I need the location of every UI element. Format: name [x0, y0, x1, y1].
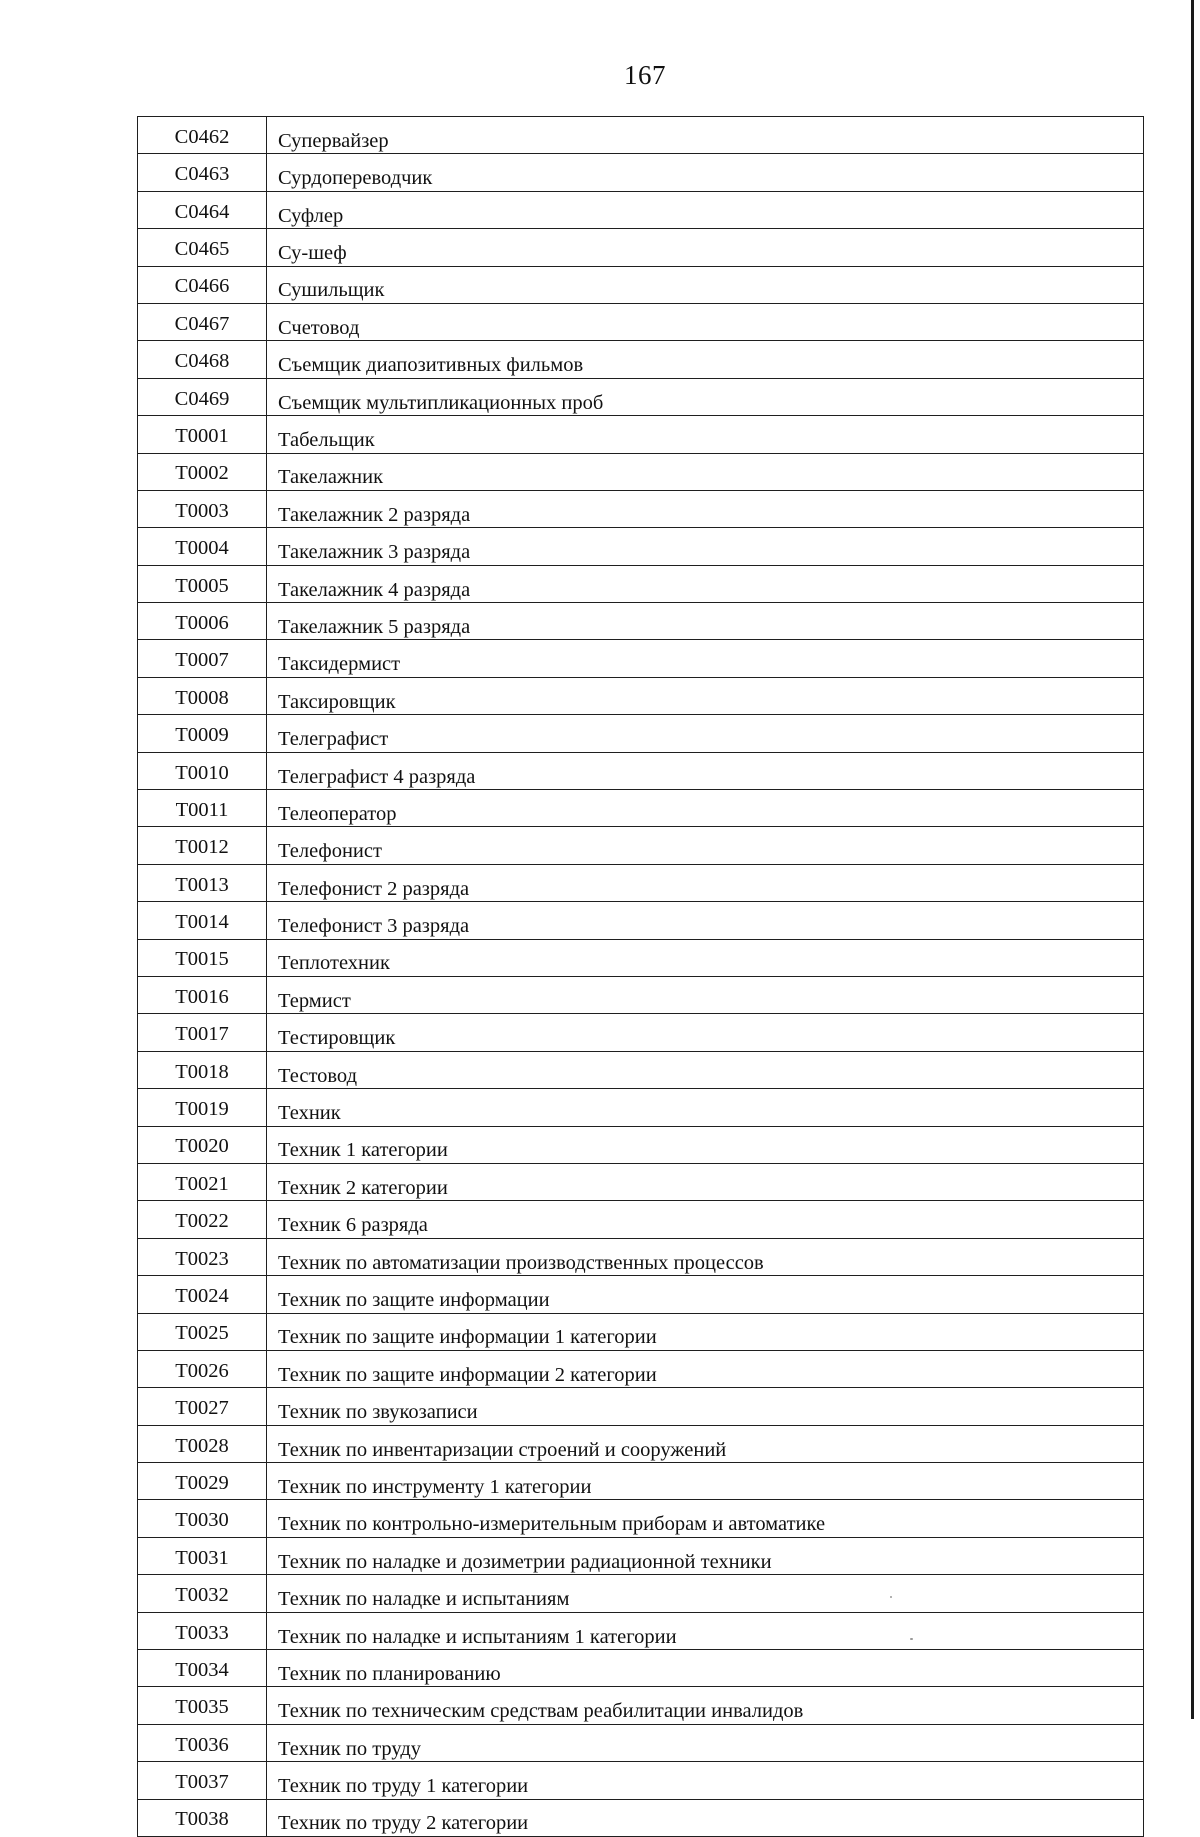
occupation-name-cell: Счетовод [267, 303, 1144, 340]
table-row [138, 1799, 1144, 1836]
occupation-name-cell: Съемщик мультипликационных проб [267, 378, 1144, 415]
table-row [138, 1612, 1144, 1649]
table-row [138, 976, 1144, 1013]
occupation-name-cell: Техник по труду [267, 1724, 1144, 1761]
table-row [138, 1388, 1144, 1425]
occupation-name-cell: Техник по инвентаризации строений и сооружений [267, 1425, 1144, 1462]
occupation-name-cell: Теплотехник [267, 939, 1144, 976]
table-row [138, 677, 1144, 714]
occupation-code-cell: T0016 [138, 976, 267, 1013]
table-row [138, 490, 1144, 527]
occupation-name-cell: Техник по звукозаписи [267, 1388, 1144, 1425]
page-number: 167 [624, 60, 666, 90]
occupation-code-cell: T0032 [138, 1575, 267, 1612]
occupation-code-cell: T0015 [138, 939, 267, 976]
occupation-name-cell: Техник 1 категории [267, 1126, 1144, 1163]
table-row [138, 752, 1144, 789]
occupation-code-cell: T0009 [138, 715, 267, 752]
occupation-name-cell: Такелажник 3 разряда [267, 528, 1144, 565]
table-row [138, 715, 1144, 752]
occupation-code-cell: C0469 [138, 378, 267, 415]
table-row [138, 790, 1144, 827]
occupation-code-cell: T0014 [138, 902, 267, 939]
table-row [138, 1762, 1144, 1799]
occupation-name-cell: Табельщик [267, 416, 1144, 453]
occupation-code-cell: T0034 [138, 1650, 267, 1687]
scan-speck [910, 1638, 913, 1640]
occupation-name-cell: Техник по защите информации 1 категории [267, 1313, 1144, 1350]
occupation-code-cell: T0035 [138, 1687, 267, 1724]
table-row [138, 341, 1144, 378]
table-row [138, 154, 1144, 191]
table-row [138, 1537, 1144, 1574]
occupation-name-cell: Техник [267, 1089, 1144, 1126]
occupation-code-cell: C0466 [138, 266, 267, 303]
occupation-name-cell: Суфлер [267, 191, 1144, 228]
table-row [138, 191, 1144, 228]
occupation-code-cell: T0023 [138, 1238, 267, 1275]
table-row [138, 939, 1144, 976]
occupation-code-cell: T0004 [138, 528, 267, 565]
occupation-code-cell: T0019 [138, 1089, 267, 1126]
table-row [138, 416, 1144, 453]
occupation-code-cell: T0027 [138, 1388, 267, 1425]
occupation-name-cell: Сушильщик [267, 266, 1144, 303]
table-row [138, 1089, 1144, 1126]
occupation-name-cell: Техник по защите информации [267, 1276, 1144, 1313]
occupation-name-cell: Термист [267, 976, 1144, 1013]
occupation-name-cell: Техник 6 разряда [267, 1201, 1144, 1238]
occupation-code-cell: T0033 [138, 1612, 267, 1649]
occupation-name-cell: Техник по наладке и испытаниям 1 категории [267, 1612, 1144, 1649]
table-row [138, 1014, 1144, 1051]
occupation-name-cell: Телефонист 2 разряда [267, 864, 1144, 901]
occupation-code-cell: T0021 [138, 1163, 267, 1200]
occupation-code-cell: T0010 [138, 752, 267, 789]
occupation-name-cell: Телефонист [267, 827, 1144, 864]
occupation-code-cell: T0017 [138, 1014, 267, 1051]
occupation-name-cell: Техник по наладке и испытаниям [267, 1575, 1144, 1612]
occupation-name-cell: Супервайзер [267, 117, 1144, 154]
occupation-code-cell: T0037 [138, 1762, 267, 1799]
occupation-code-cell: T0005 [138, 565, 267, 602]
table-row [138, 1350, 1144, 1387]
table-row [138, 378, 1144, 415]
occupation-code-cell: T0011 [138, 790, 267, 827]
occupation-code-cell: T0001 [138, 416, 267, 453]
occupation-code-cell: T0002 [138, 453, 267, 490]
occupation-name-cell: Техник по техническим средствам реабилитации инвалидов [267, 1687, 1144, 1724]
occupation-name-cell: Сурдопереводчик [267, 154, 1144, 191]
table-row [138, 827, 1144, 864]
occupation-code-cell: C0463 [138, 154, 267, 191]
table-row [138, 453, 1144, 490]
occupation-name-cell: Техник по труду 1 категории [267, 1762, 1144, 1799]
scan-speck [890, 1596, 892, 1598]
table-row [138, 1575, 1144, 1612]
occupation-code-cell: C0465 [138, 229, 267, 266]
occupation-code-cell: C0464 [138, 191, 267, 228]
table-row [138, 902, 1144, 939]
occupation-code-cell: C0462 [138, 117, 267, 154]
occupation-name-cell: Техник по наладке и дозиметрии радиационной техники [267, 1537, 1144, 1574]
table-row [138, 864, 1144, 901]
occupation-name-cell: Такелажник 4 разряда [267, 565, 1144, 602]
occupation-code-cell: T0038 [138, 1799, 267, 1836]
table-row [138, 1163, 1144, 1200]
occupation-name-cell: Техник по контрольно-измерительным приборам и автоматике [267, 1500, 1144, 1537]
occupation-name-cell: Такелажник 2 разряда [267, 490, 1144, 527]
table-row [138, 266, 1144, 303]
table-row [138, 1276, 1144, 1313]
occupation-name-cell: Телеграфист [267, 715, 1144, 752]
table-row [138, 1313, 1144, 1350]
table-row [138, 1126, 1144, 1163]
occupation-code-cell: T0030 [138, 1500, 267, 1537]
table-row [138, 303, 1144, 340]
table-row [138, 565, 1144, 602]
table-row [138, 229, 1144, 266]
occupation-name-cell: Су-шеф [267, 229, 1144, 266]
occupation-name-cell: Техник по автоматизации производственных процессов [267, 1238, 1144, 1275]
occupation-name-cell: Техник по защите информации 2 категории [267, 1350, 1144, 1387]
occupation-code-cell: T0026 [138, 1350, 267, 1387]
table-row [138, 603, 1144, 640]
scan-edge-line [1191, 0, 1194, 1719]
table-row [138, 1650, 1144, 1687]
occupation-table [137, 116, 1144, 1837]
occupation-code-cell: T0025 [138, 1313, 267, 1350]
occupation-name-cell: Техник по планированию [267, 1650, 1144, 1687]
occupation-code-cell: C0467 [138, 303, 267, 340]
occupation-name-cell: Телефонист 3 разряда [267, 902, 1144, 939]
occupation-code-cell: T0003 [138, 490, 267, 527]
occupation-name-cell: Телеграфист 4 разряда [267, 752, 1144, 789]
occupation-code-cell: T0036 [138, 1724, 267, 1761]
occupation-name-cell: Техник по труду 2 категории [267, 1799, 1144, 1836]
occupation-name-cell: Тестировщик [267, 1014, 1144, 1051]
table-row [138, 640, 1144, 677]
occupation-code-cell: C0468 [138, 341, 267, 378]
table-row [138, 1238, 1144, 1275]
occupation-code-cell: T0012 [138, 827, 267, 864]
occupation-name-cell: Техник 2 категории [267, 1163, 1144, 1200]
table-row [138, 1463, 1144, 1500]
occupation-code-cell: T0029 [138, 1463, 267, 1500]
occupation-name-cell: Тестовод [267, 1051, 1144, 1088]
occupation-name-cell: Съемщик диапозитивных фильмов [267, 341, 1144, 378]
occupation-code-cell: T0031 [138, 1537, 267, 1574]
occupation-name-cell: Такелажник 5 разряда [267, 603, 1144, 640]
occupation-code-cell: T0018 [138, 1051, 267, 1088]
occupation-code-cell: T0024 [138, 1276, 267, 1313]
table-row [138, 1500, 1144, 1537]
occupation-code-cell: T0013 [138, 864, 267, 901]
table-row [138, 117, 1144, 154]
table-row [138, 1425, 1144, 1462]
table-row [138, 528, 1144, 565]
occupation-code-cell: T0020 [138, 1126, 267, 1163]
occupation-code-cell: T0028 [138, 1425, 267, 1462]
table-row [138, 1051, 1144, 1088]
occupation-name-cell: Телеоператор [267, 790, 1144, 827]
occupation-name-cell: Такелажник [267, 453, 1144, 490]
occupation-code-cell: T0008 [138, 677, 267, 714]
occupation-name-cell: Таксидермист [267, 640, 1144, 677]
occupation-code-cell: T0022 [138, 1201, 267, 1238]
occupation-table-body [138, 117, 1144, 1837]
occupation-code-cell: T0007 [138, 640, 267, 677]
table-row [138, 1724, 1144, 1761]
occupation-name-cell: Техник по инструменту 1 категории [267, 1463, 1144, 1500]
occupation-name-cell: Таксировщик [267, 677, 1144, 714]
table-row [138, 1201, 1144, 1238]
occupation-code-cell: T0006 [138, 603, 267, 640]
